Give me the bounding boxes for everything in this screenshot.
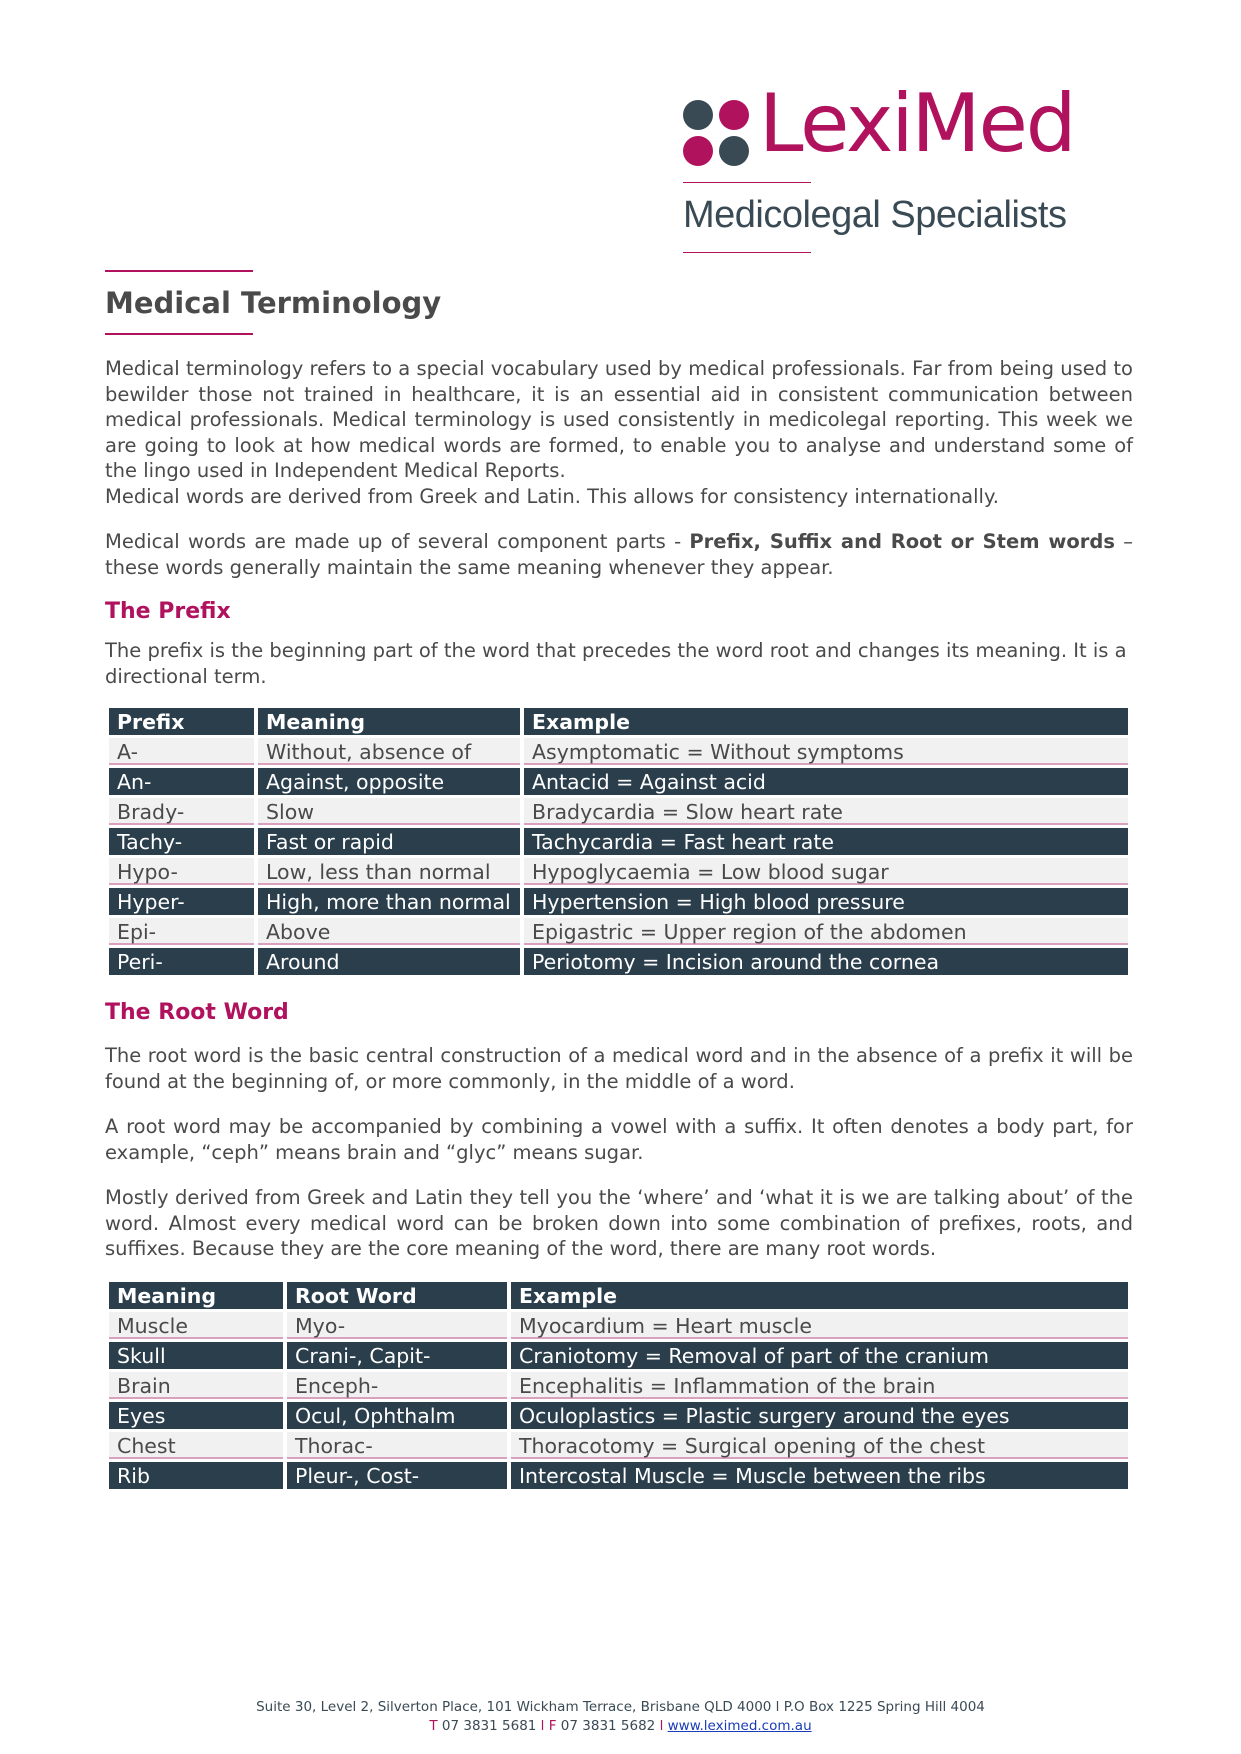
- root-cell: Myo-: [287, 1312, 507, 1342]
- components-text-start: Medical words are made up of several component parts -: [105, 530, 690, 553]
- footer-contact: [0, 1717, 1241, 1736]
- root-paragraph-3: Mostly derived from Greek and Latin they tell you the ‘where’ and ‘what it is we are talking about’ of the word. Almost every medical word can be broken down into some combination of prefixes, roots, and suffixes. Because they are the core meaning of the word, there are many root words.: [105, 1186, 1133, 1260]
- prefix-cell: Tachy-: [109, 828, 254, 858]
- example-cell: Oculoplastics = Plastic surgery around the eyes: [511, 1402, 1128, 1432]
- table-header-row: [109, 708, 1128, 738]
- column-header: Meaning: [258, 708, 520, 738]
- meaning-cell: Chest: [109, 1432, 283, 1462]
- root-table: [105, 1282, 1132, 1492]
- meaning-cell: Low, less than normal: [258, 858, 520, 888]
- root-cell: Enceph-: [287, 1372, 507, 1402]
- column-header: Example: [524, 708, 1128, 738]
- prefix-cell: A-: [109, 738, 254, 768]
- page-footer: [0, 1698, 1241, 1736]
- column-header: Example: [511, 1282, 1128, 1312]
- root-section: [105, 1000, 1133, 1262]
- meaning-cell: Skull: [109, 1342, 283, 1372]
- intro-section: [105, 356, 1133, 580]
- prefix-cell: Epi-: [109, 918, 254, 948]
- meaning-cell: Eyes: [109, 1402, 283, 1432]
- table-row: [109, 768, 1128, 798]
- table-row: [109, 888, 1128, 918]
- intro-paragraph: Medical terminology refers to a special vocabulary used by medical professionals. Far from being used to bewilder those not trained in healthcare, it is an essential aid in consistent communication between medical professionals. Medical terminology is used consistently in medicolegal reporting. This week we are going to look at how medical words are formed, to enable you to analyse and understand some of the lingo used in Independent Medical Reports.: [105, 357, 1133, 482]
- heading-rule-top: [105, 270, 253, 272]
- separator: l: [659, 1718, 664, 1734]
- table-row: [109, 1342, 1128, 1372]
- logo-tagline: Medicolegal Specialists: [683, 194, 1067, 236]
- column-header: Meaning: [109, 1282, 283, 1312]
- meaning-cell: Rib: [109, 1462, 283, 1492]
- logo-divider: [683, 182, 811, 183]
- example-cell: Periotomy = Incision around the cornea: [524, 948, 1128, 978]
- prefix-paragraph: The prefix is the beginning part of the word that precedes the word root and changes its meaning. It is a directional term.: [105, 639, 1127, 688]
- components-bold: Prefix, Suffix and Root or Stem words: [689, 530, 1115, 553]
- column-header: Root Word: [287, 1282, 507, 1312]
- page-title: Medical Terminology: [105, 286, 442, 320]
- root-cell: Pleur-, Cost-: [287, 1462, 507, 1492]
- prefix-cell: An-: [109, 768, 254, 798]
- fax-label: F: [548, 1718, 557, 1734]
- table-row: [109, 1432, 1128, 1462]
- table-row: [109, 858, 1128, 888]
- meaning-cell: Fast or rapid: [258, 828, 520, 858]
- meaning-cell: Against, opposite: [258, 768, 520, 798]
- components-text-end: – these words generally maintain the same meaning whenever they appear.: [105, 530, 1133, 579]
- footer-address: Suite 30, Level 2, Silverton Place, 101 Wickham Terrace, Brisbane QLD 4000 l P.O Box 1225 Spring Hill 4004: [256, 1699, 985, 1715]
- table-row: [109, 1462, 1128, 1492]
- example-cell: Bradycardia = Slow heart rate: [524, 798, 1128, 828]
- meaning-cell: High, more than normal: [258, 888, 520, 918]
- leximed-logo: [683, 77, 1123, 264]
- fax-number: 07 3831 5682: [556, 1718, 660, 1734]
- intro-paragraph-origin: Medical words are derived from Greek and Latin. This allows for consistency internationally.: [105, 484, 999, 508]
- meaning-cell: Slow: [258, 798, 520, 828]
- prefix-section: [105, 599, 1133, 689]
- meaning-cell: Above: [258, 918, 520, 948]
- table-row: [109, 918, 1128, 948]
- root-heading: The Root Word: [105, 1000, 289, 1025]
- logo-divider: [683, 252, 811, 253]
- table-row: [109, 828, 1128, 858]
- example-cell: Myocardium = Heart muscle: [511, 1312, 1128, 1342]
- root-paragraph-2: A root word may be accompanied by combining a vowel with a suffix. It often denotes a body part, for example, “ceph” means brain and “glyc” means sugar.: [105, 1115, 1133, 1164]
- meaning-cell: Around: [258, 948, 520, 978]
- prefix-table: [105, 708, 1132, 978]
- example-cell: Antacid = Against acid: [524, 768, 1128, 798]
- example-cell: Encephalitis = Inflammation of the brain: [511, 1372, 1128, 1402]
- root-cell: Ocul, Ophthalm: [287, 1402, 507, 1432]
- example-cell: Hypoglycaemia = Low blood sugar: [524, 858, 1128, 888]
- table-row: [109, 1402, 1128, 1432]
- table-row: [109, 738, 1128, 768]
- prefix-cell: Hyper-: [109, 888, 254, 918]
- table-row: [109, 1312, 1128, 1342]
- heading-rule-bottom: [105, 333, 253, 335]
- prefix-heading: The Prefix: [105, 599, 231, 624]
- logo-brand: LexiMed: [759, 77, 1075, 170]
- logo-dots-icon: [683, 100, 753, 170]
- prefix-cell: Peri-: [109, 948, 254, 978]
- separator: l: [540, 1718, 545, 1734]
- example-cell: Thoracotomy = Surgical opening of the chest: [511, 1432, 1128, 1462]
- example-cell: Tachycardia = Fast heart rate: [524, 828, 1128, 858]
- example-cell: Asymptomatic = Without symptoms: [524, 738, 1128, 768]
- meaning-cell: Without, absence of: [258, 738, 520, 768]
- root-cell: Thorac-: [287, 1432, 507, 1462]
- table-row: [109, 1372, 1128, 1402]
- components-paragraph: [105, 529, 1133, 580]
- example-cell: Intercostal Muscle = Muscle between the ribs: [511, 1462, 1128, 1492]
- example-cell: Hypertension = High blood pressure: [524, 888, 1128, 918]
- table-row: [109, 798, 1128, 828]
- example-cell: Epigastric = Upper region of the abdomen: [524, 918, 1128, 948]
- root-paragraph-1: The root word is the basic central construction of a medical word and in the absence of a prefix it will be found at the beginning of, or more commonly, in the middle of a word.: [105, 1044, 1133, 1093]
- column-header: Prefix: [109, 708, 254, 738]
- website-link[interactable]: www.leximed.com.au: [667, 1718, 812, 1734]
- prefix-cell: Hypo-: [109, 858, 254, 888]
- example-cell: Craniotomy = Removal of part of the cranium: [511, 1342, 1128, 1372]
- table-header-row: [109, 1282, 1128, 1312]
- phone-number: 07 3831 5681: [437, 1718, 541, 1734]
- meaning-cell: Muscle: [109, 1312, 283, 1342]
- prefix-cell: Brady-: [109, 798, 254, 828]
- meaning-cell: Brain: [109, 1372, 283, 1402]
- phone-label: T: [429, 1718, 438, 1734]
- root-cell: Crani-, Capit-: [287, 1342, 507, 1372]
- table-row: [109, 948, 1128, 978]
